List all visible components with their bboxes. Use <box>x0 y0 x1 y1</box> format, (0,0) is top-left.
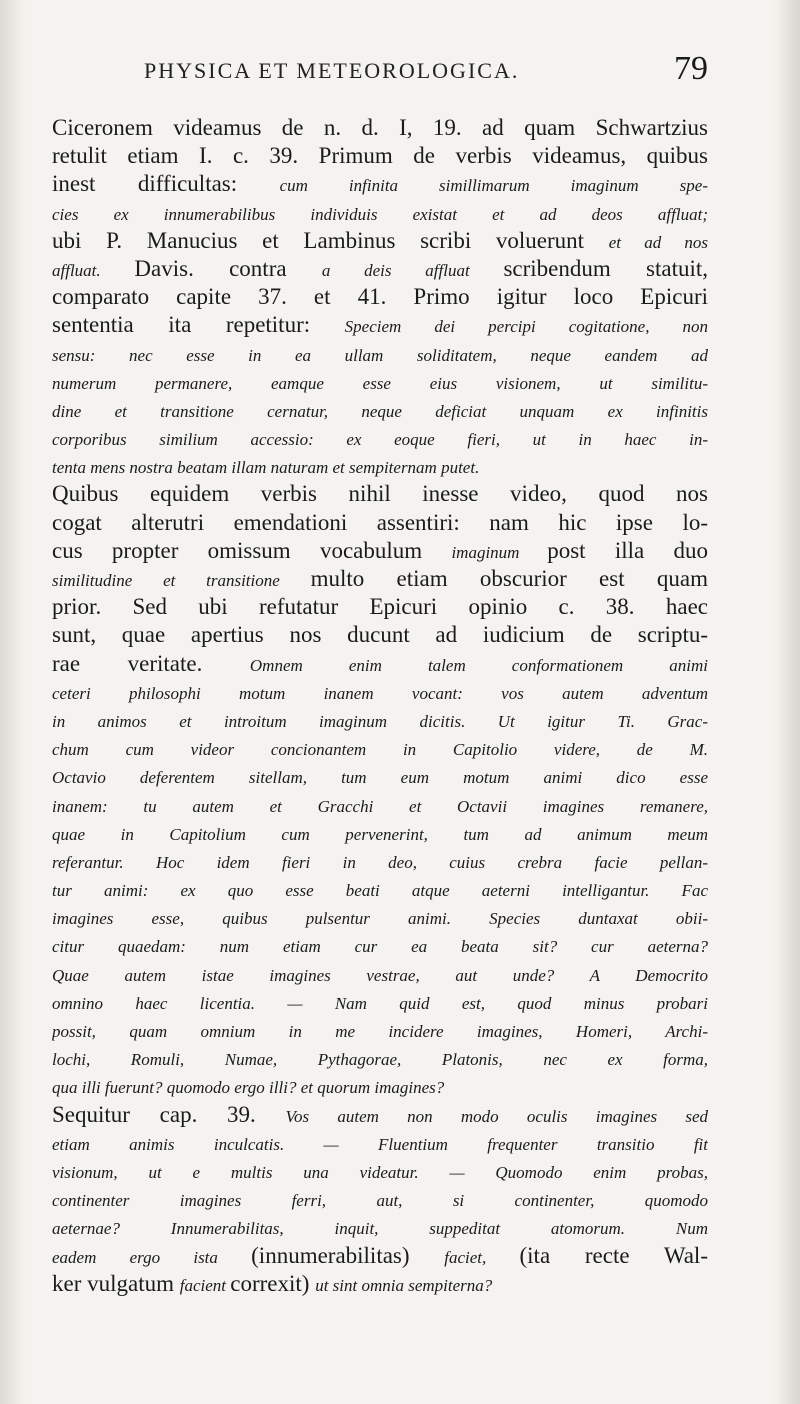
italic-segment: faciet, <box>444 1247 520 1267</box>
italic-segment: eadem ergo ista <box>52 1247 252 1267</box>
text-line <box>52 142 708 170</box>
page-header <box>52 44 708 100</box>
text-line <box>52 340 708 368</box>
text-line <box>52 537 708 565</box>
italic-segment: omnino haec licentia. — Nam quid est, quod minus probari <box>52 993 708 1013</box>
text-line <box>52 1101 708 1129</box>
italic-segment: qua illi fuerunt? quomodo ergo illi? et quorum imagines? <box>52 1078 445 1098</box>
book-page <box>52 44 708 1298</box>
text-line <box>52 819 708 847</box>
italic-segment: aeternae? Innumerabilitas, inquit, suppeditat atomorum. Num <box>52 1219 708 1239</box>
roman-segment: Ciceronem videamus de n. d. I, 19. ad quam Schwartzius <box>52 115 708 140</box>
italic-segment: facient <box>179 1275 231 1295</box>
text-line <box>52 1270 708 1298</box>
text-line <box>52 931 708 959</box>
italic-segment: etiam animis inculcatis. — Fluentium frequenter transitio fit <box>52 1134 708 1154</box>
roman-segment: multo etiam obscurior est quam <box>310 566 708 591</box>
italic-segment: sensu: nec esse in ea ullam soliditatem, neque eandem ad <box>52 345 708 365</box>
italic-segment: similitudine et transitione <box>52 571 311 590</box>
page-number: 79 <box>674 50 708 87</box>
text-line <box>52 988 708 1016</box>
roman-segment: cogat alterutri emendationi assentiri: nam hic ipse lo- <box>52 509 708 535</box>
text-line <box>52 1185 708 1213</box>
text-line <box>52 424 708 452</box>
roman-segment: ubi P. Manucius et Lambinus scribi voluerunt <box>52 227 609 253</box>
italic-segment: Vos autem non modo oculis imagines sed <box>285 1106 708 1126</box>
text-line <box>52 480 708 508</box>
text-line <box>52 650 708 678</box>
italic-segment: ceteri philosophi motum inanem vocant: vos autem adventum <box>52 683 708 703</box>
text-line <box>52 452 708 480</box>
roman-segment: post illa duo <box>547 537 708 563</box>
roman-segment: Sequitur cap. 39. <box>52 1101 286 1127</box>
italic-segment: Quae autem istae imagines vestrae, aut unde? A Democrito <box>52 965 708 985</box>
roman-segment: prior. Sed ubi refutatur Epicuri opinio c. 38. haec <box>52 594 708 620</box>
italic-segment: inanem: tu autem et Gracchi et Octavii imagines remanere, <box>52 796 708 816</box>
italic-segment: quae in Capitolium cum pervenerint, tum ad animum meum <box>52 824 708 844</box>
text-line <box>52 170 708 198</box>
italic-segment: affluat. <box>52 260 135 280</box>
text-line <box>52 734 708 762</box>
text-line <box>52 593 708 621</box>
italic-segment: et ad nos <box>608 232 708 252</box>
text-line <box>52 227 708 255</box>
text-line <box>52 283 708 311</box>
roman-segment: scribendum statuit, <box>503 255 708 281</box>
text-line <box>52 1129 708 1157</box>
text-line <box>52 1242 708 1270</box>
text-line <box>52 762 708 790</box>
italic-segment: citur quaedam: num etiam cur ea beata sit? cur aeterna? <box>52 937 708 957</box>
text-line <box>52 875 708 903</box>
italic-segment: numerum permanere, eamque esse eius visionem, ut similitu- <box>52 373 708 393</box>
roman-segment: sententia ita repetitur: <box>52 312 345 338</box>
italic-segment: cum infinita simillimarum imaginum spe- <box>279 176 708 196</box>
roman-segment: ker vulgatum <box>52 1270 180 1296</box>
italic-segment: tur animi: ex quo esse beati atque aeterni intelligantur. Fac <box>52 881 708 901</box>
text-line <box>52 1016 708 1044</box>
italic-segment: imaginum <box>451 542 548 562</box>
text-line <box>52 114 708 142</box>
text-line <box>52 368 708 396</box>
roman-segment: correxit) <box>230 1270 316 1296</box>
italic-segment: in animos et introitum imaginum dicitis. Ut igitur Ti. Grac- <box>52 711 708 731</box>
running-head: PHYSICA ET METEOROLOGICA. <box>144 58 520 83</box>
italic-segment: visionum, ut e multis una videatur. — Quomodo enim probas, <box>52 1162 708 1182</box>
body-text <box>52 114 708 1298</box>
roman-segment: rae veritate. <box>52 650 250 676</box>
roman-segment: Davis. contra <box>134 255 322 281</box>
text-line <box>52 311 708 339</box>
roman-segment: (innumerabilitas) <box>251 1242 445 1268</box>
italic-segment: Omnem enim talem conformationem animi <box>249 655 708 675</box>
italic-segment: continenter imagines ferri, aut, si continenter, quomodo <box>52 1191 708 1211</box>
text-line <box>52 1044 708 1072</box>
italic-segment: Speciem dei percipi cogitatione, non <box>344 317 708 337</box>
text-line <box>52 396 708 424</box>
text-line <box>52 903 708 931</box>
roman-segment: Quibus equidem verbis nihil inesse video, quod nos <box>52 481 708 507</box>
italic-segment: possit, quam omnium in me incidere imagines, Homeri, Archi- <box>52 1022 708 1041</box>
italic-segment: imagines esse, quibus pulsentur animi. Species duntaxat obii- <box>52 909 708 929</box>
roman-segment: retulit etiam I. c. 39. Primum de verbis videamus, quibus <box>52 143 708 169</box>
italic-segment: a deis affluat <box>321 260 504 280</box>
text-line <box>52 1213 708 1241</box>
roman-segment: (ita recte Wal- <box>519 1242 708 1268</box>
roman-segment: inest difficultas: <box>52 171 280 197</box>
roman-segment: cus propter omissum vocabulum <box>52 537 452 563</box>
scan-right-edge <box>774 0 800 1404</box>
italic-segment: cies ex innumerabilibus individuis existat et ad deos affluat; <box>52 204 708 224</box>
italic-segment: lochi, Romuli, Numae, Pythagorae, Platonis, nec ex forma, <box>52 1050 708 1070</box>
scan-left-edge <box>0 0 26 1404</box>
italic-segment: ut sint omnia sempiterna? <box>315 1275 493 1295</box>
italic-segment: corporibus similium accessio: ex eoque fieri, ut in haec in- <box>52 430 708 450</box>
italic-segment: dine et transitione cernatur, neque deficiat unquam ex infinitis <box>52 401 708 421</box>
text-line <box>52 255 708 283</box>
text-line <box>52 509 708 537</box>
text-line <box>52 960 708 988</box>
text-line <box>52 621 708 649</box>
roman-segment: sunt, quae apertius nos ducunt ad iudicium de scriptu- <box>52 622 708 648</box>
text-line <box>52 847 708 875</box>
text-line <box>52 791 708 819</box>
italic-segment: Octavio deferentem sitellam, tum eum motum animi dico esse <box>52 768 708 788</box>
italic-segment: chum cum videor concionantem in Capitolio videre, de M. <box>52 740 708 760</box>
text-line <box>52 1072 708 1100</box>
text-line <box>52 565 708 593</box>
text-line <box>52 706 708 734</box>
italic-segment: referantur. Hoc idem fieri in deo, cuius crebra facie pellan- <box>52 852 708 872</box>
italic-segment: tenta mens nostra beatam illam naturam et sempiternam putet. <box>52 458 480 478</box>
text-line <box>52 199 708 227</box>
roman-segment: comparato capite 37. et 41. Primo igitur loco Epicuri <box>52 284 708 310</box>
text-line <box>52 678 708 706</box>
text-line <box>52 1157 708 1185</box>
